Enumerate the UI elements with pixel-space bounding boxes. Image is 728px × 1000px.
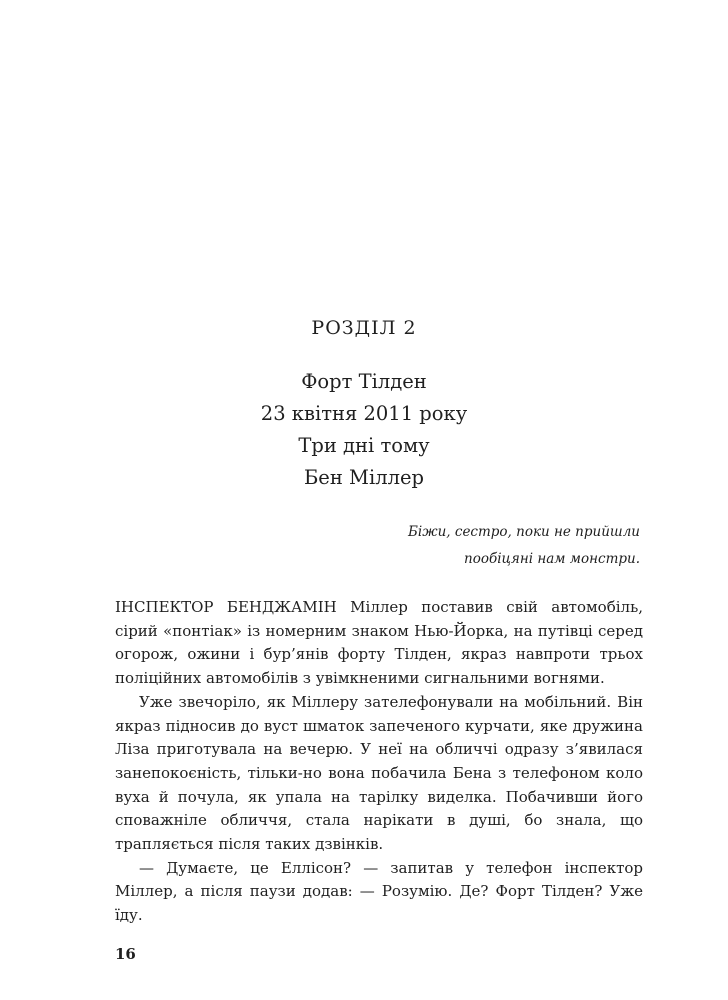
epigraph bbox=[340, 519, 640, 573]
paragraph bbox=[115, 596, 643, 691]
paragraph-lead-in: ІНСПЕКТОР БЕНДЖАМІН bbox=[115, 598, 337, 616]
epigraph-line: пообіцяні нам монстри. bbox=[464, 551, 640, 567]
chapter-label: РОЗДІЛ 2 bbox=[311, 317, 417, 339]
paragraph bbox=[115, 857, 643, 928]
chapter-header bbox=[0, 366, 728, 494]
body-text bbox=[115, 596, 643, 928]
header-location: Форт Тілден bbox=[301, 370, 427, 393]
epigraph-line: Біжи, сестро, поки не прийшли bbox=[408, 524, 640, 540]
header-time-ago: Три дні тому bbox=[298, 434, 430, 457]
paragraph bbox=[115, 691, 643, 857]
page-number: 16 bbox=[115, 945, 136, 963]
paragraph-text: Уже звечоріло, як Міллеру зателефонували на мобільний. Він якраз підносив до вуст шматок запеченого курчати, яке дружина Ліза приготувала на вечерю. У неї на обличчі одразу з’явилася занепокоєність, тільки-но вона побачила Бена з телефоном коло вуха й почула, як упала на тарілку виделка. Побачивши його споважніле обличчя, стала нарікати в душі, бо знала, що трапляється після таких дзвінків. bbox=[115, 692, 643, 854]
paragraph-text: Міллер поставив свій автомобіль, сірий «понтіак» із номерним знаком Нью-Йорка, на путівці серед огорож, ожини і бур’янів форту Тілден, якраз навпроти трьох поліційних автомобілів з увімкненими сигнальними вогнями. bbox=[115, 598, 643, 688]
header-date: 23 квітня 2011 року bbox=[260, 402, 468, 425]
header-character: Бен Міллер bbox=[303, 466, 425, 489]
paragraph-text: — Думаєте, це Еллісон? — запитав у телефон інспектор Міллер, а після паузи додав: — Розумію. Де? Форт Тілден? Уже їду. bbox=[115, 858, 643, 925]
